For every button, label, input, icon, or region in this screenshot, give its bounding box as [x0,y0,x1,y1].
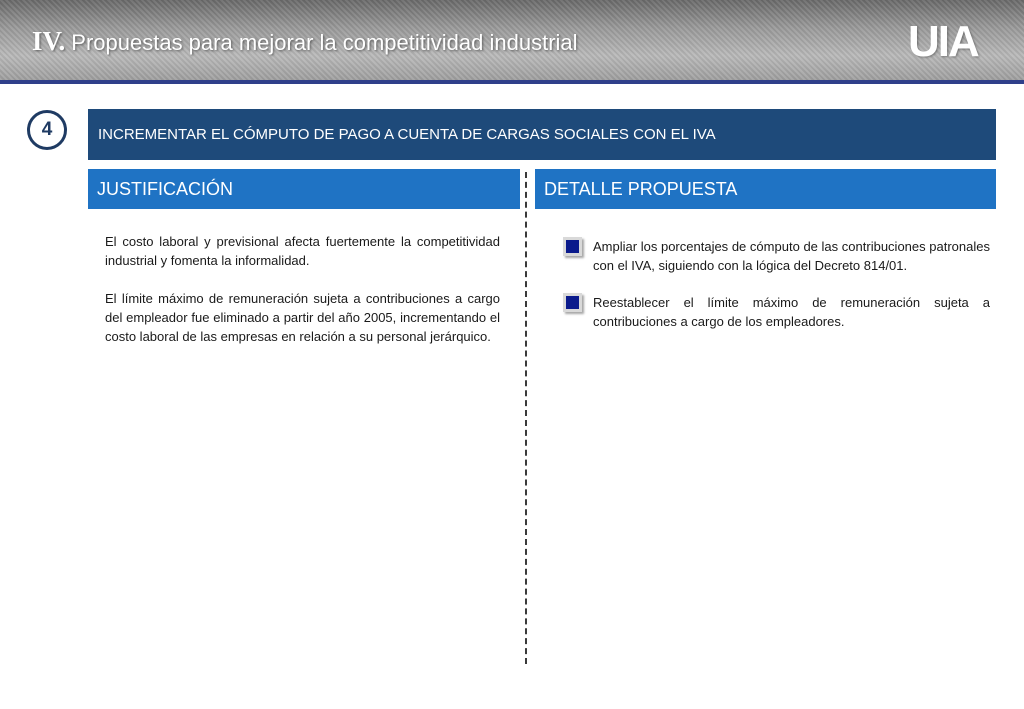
detail-item-text: Ampliar los porcentajes de cómputo de las contribuciones patronales con el IVA, siguiendo con la lógica del Decreto 814/01. [593,239,990,274]
page-title [32,26,578,57]
detail-header [535,169,996,209]
section-title-text: Propuestas para mejorar la competitividad industrial [71,30,578,55]
detail-item-text: Reestablecer el límite máximo de remuneración sujeta a contribuciones a cargo de los empleadores. [593,294,990,329]
column-divider [525,172,527,664]
square-bullet-icon [563,237,582,256]
header-band [0,0,1024,84]
square-bullet-icon [563,293,582,312]
detail-list-item [563,293,990,332]
justification-heading: JUSTIFICACIÓN [97,178,234,199]
detail-list [563,236,990,348]
section-roman-numeral: IV. [32,26,66,56]
proposal-number-badge: 4 [27,110,67,150]
justification-paragraph: El costo laboral y previsional afecta fuertemente la competitividad industrial y fomenta la informalidad. [105,234,500,269]
proposal-title: INCREMENTAR EL CÓMPUTO DE PAGO A CUENTA DE CARGAS SOCIALES CON EL IVA [98,126,716,143]
justification-paragraph: El límite máximo de remuneración sujeta a contribuciones a cargo del empleador fue eliminado a partir del año 2005, incrementando el costo laboral de las empresas en relación a su personal jerárquico. [105,290,500,345]
uia-logo: UIA [908,17,978,66]
detail-list-item [563,237,990,276]
justification-body [105,232,500,364]
justification-header [88,169,520,209]
detail-heading: DETALLE PROPUESTA [544,178,738,199]
proposal-title-bar [88,109,996,160]
